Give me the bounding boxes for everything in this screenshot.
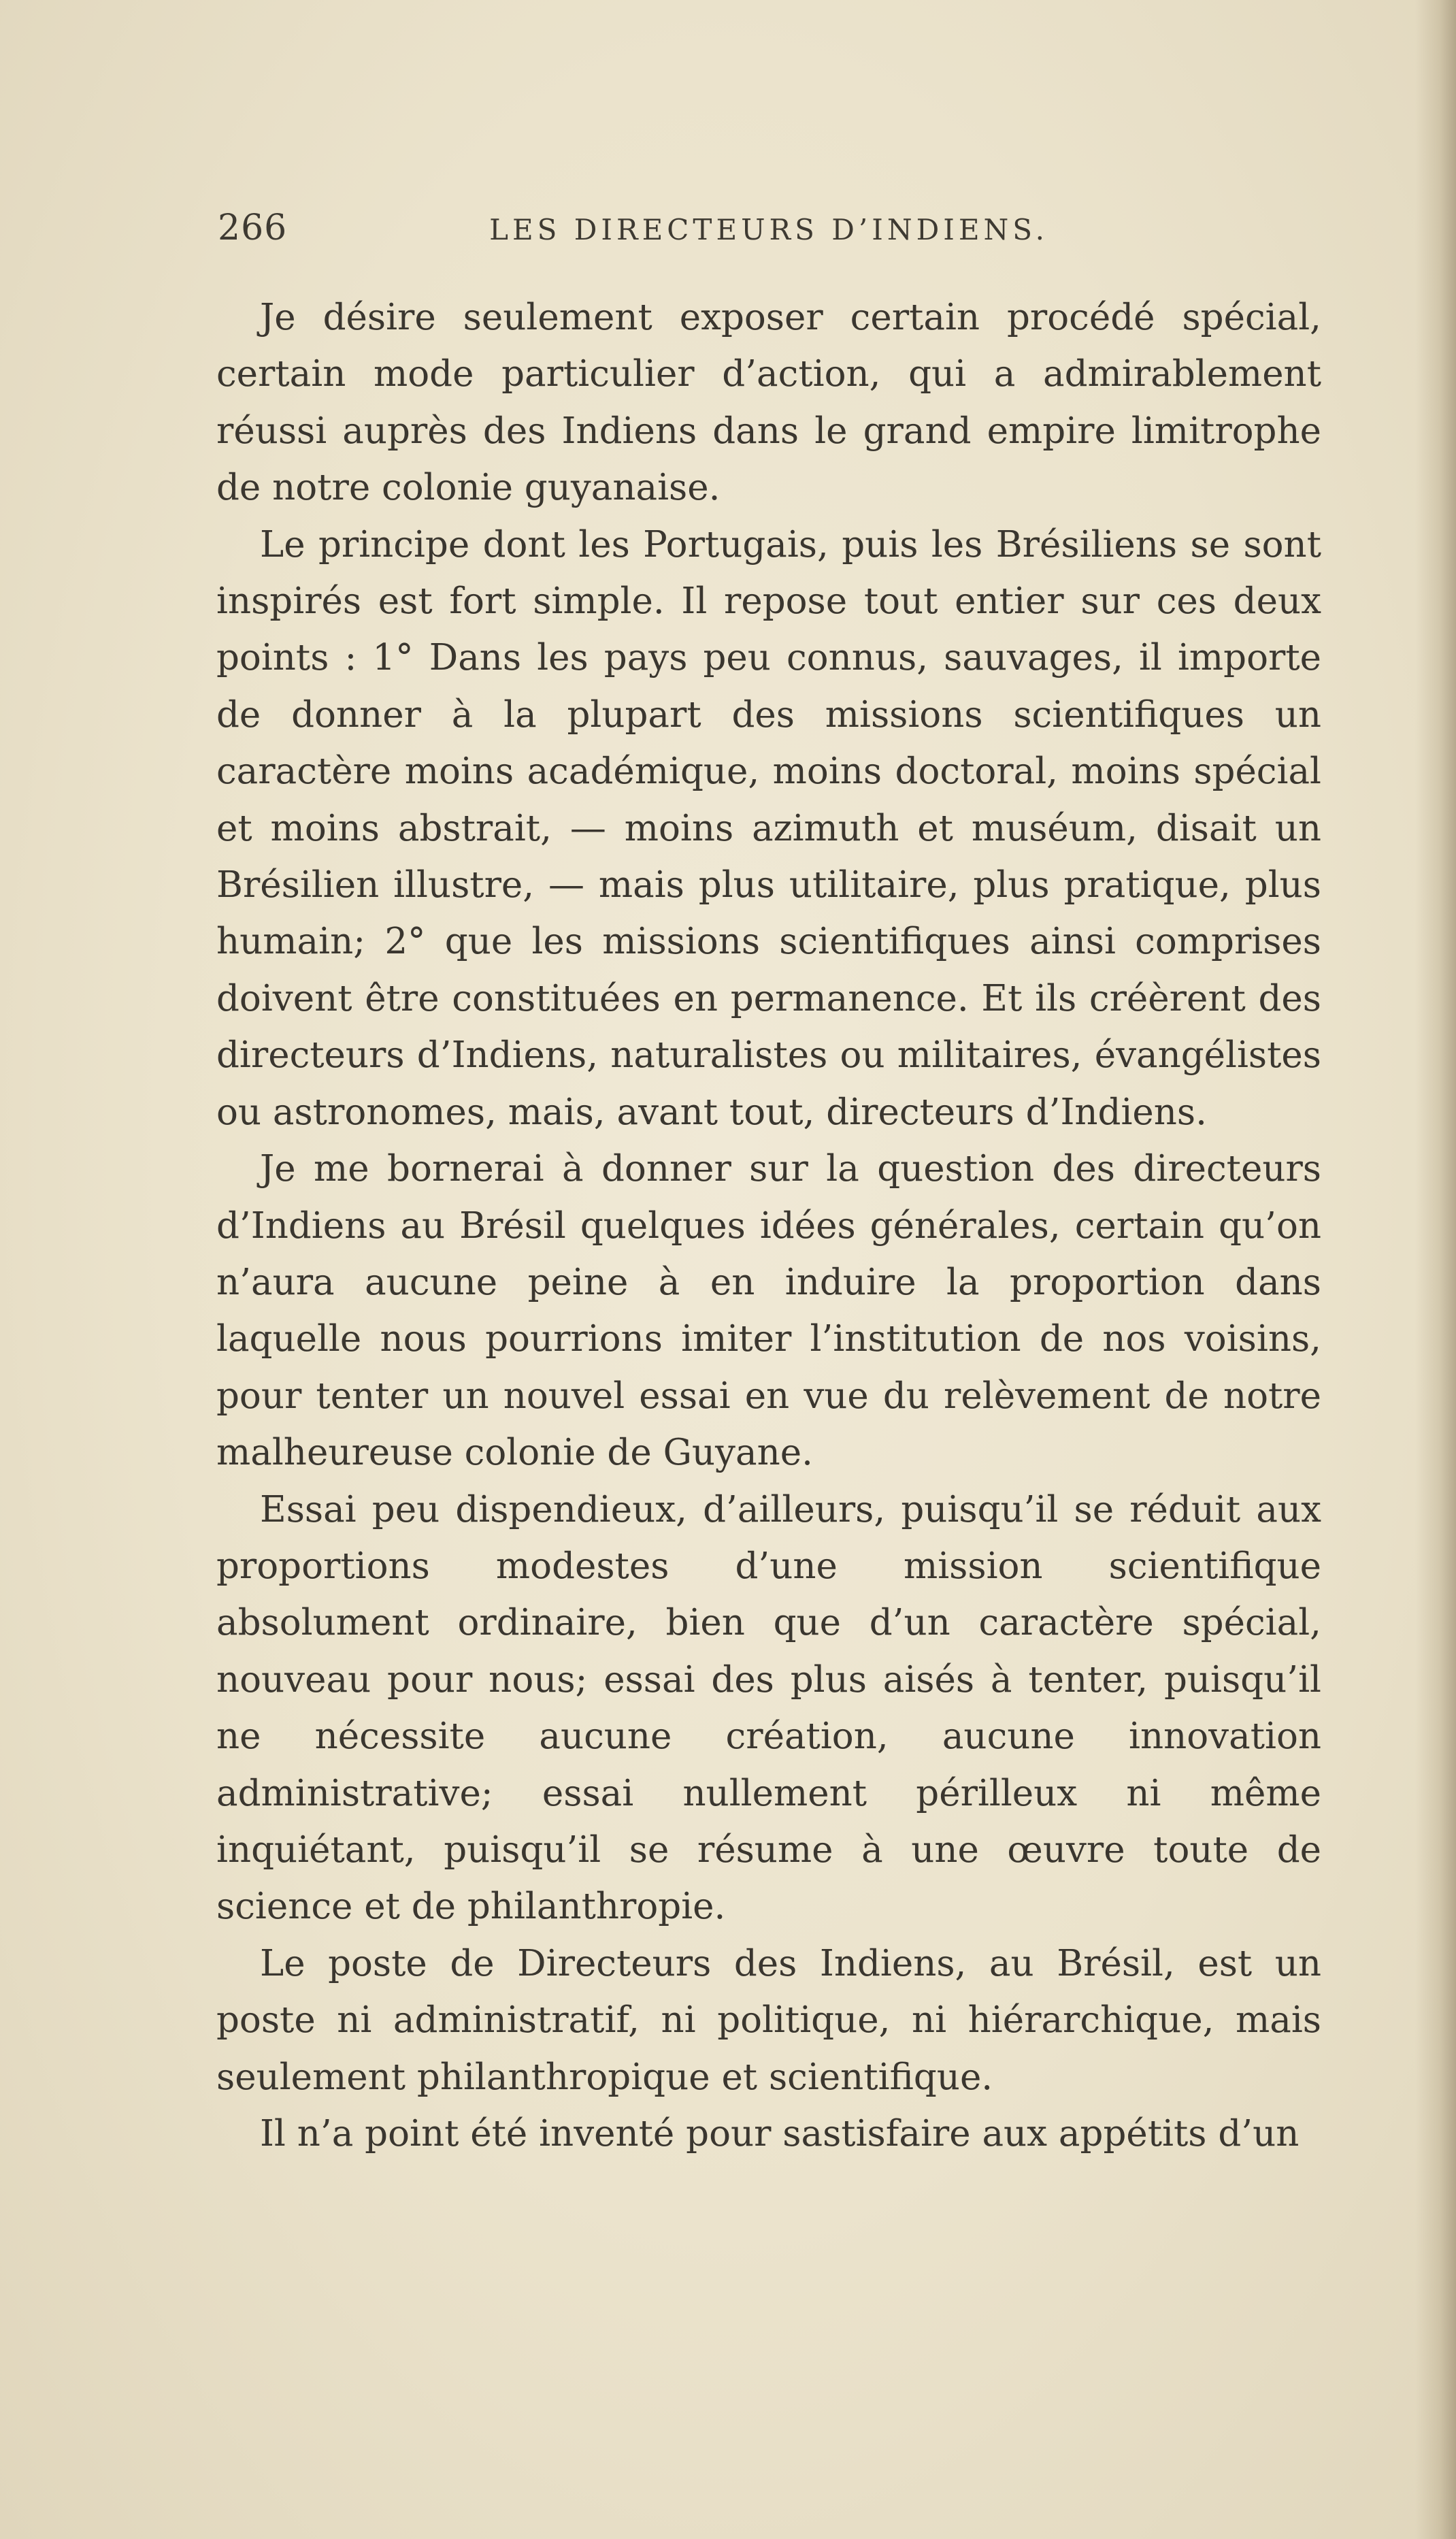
paragraph: Le poste de Directeurs des Indiens, au Brésil, est un poste ni administratif, ni politique, ni hiérarchique, mais seulement philanthropique et scientifique. [216, 1942, 1321, 2098]
body-text [216, 289, 1321, 2162]
running-head: LES DIRECTEURS D’INDIENS. [489, 213, 1048, 246]
paragraph: Je désire seulement exposer certain procédé spécial, certain mode particulier d’action, qui a admirablement réussi auprès des Indiens dans le grand empire limitrophe de notre colonie guyanaise. [216, 297, 1321, 509]
paragraph: Le principe dont les Portugais, puis les Brésiliens se sont inspirés est fort simple. Il repose tout entier sur ces deux points : 1° Dans les pays peu connus, sauvages, il importe de donner à la plupart des missions scientifiques un caractère moins académique, moins doctoral, moins spécial et moins abstrait, — moins azimuth et muséum, disait un Brésilien illustre, — mais plus utilitaire, plus pratique, plus humain; 2° que les missions scientifiques ainsi comprises doivent être constituées en permanence. Et ils créèrent des directeurs d’Indiens, naturalistes ou militaires, évangélistes ou astronomes, mais, avant tout, directeurs d’Indiens. [216, 523, 1321, 1133]
paragraph: Essai peu dispendieux, d’ailleurs, puisqu’il se réduit aux proportions modestes d’une mission scientifique absolument ordinaire, bien que d’un caractère spécial, nouveau pour nous; essai des plus aisés à tenter, puisqu’il ne nécessite aucune création, aucune innovation administrative; essai nullement périlleux ni même inquiétant, puisqu’il se résume à une œuvre toute de science et de philanthropie. [216, 1488, 1321, 1928]
paragraph: Il n’a point été inventé pour sastisfaire aux appétits d’un [260, 2113, 1300, 2155]
paragraph: Je me bornerai à donner sur la question des directeurs d’Indiens au Brésil quelques idées générales, certain qu’on n’aura aucune peine à en induire la proportion dans laquelle nous pourrions imiter l’institution de nos voisins, pour tenter un nouvel essai en vue du relèvement de notre malheureuse colonie de Guyane. [216, 1148, 1321, 1474]
page-edge-shadow [1415, 0, 1456, 2539]
page-number: 266 [218, 208, 288, 248]
page-header [218, 208, 1320, 262]
